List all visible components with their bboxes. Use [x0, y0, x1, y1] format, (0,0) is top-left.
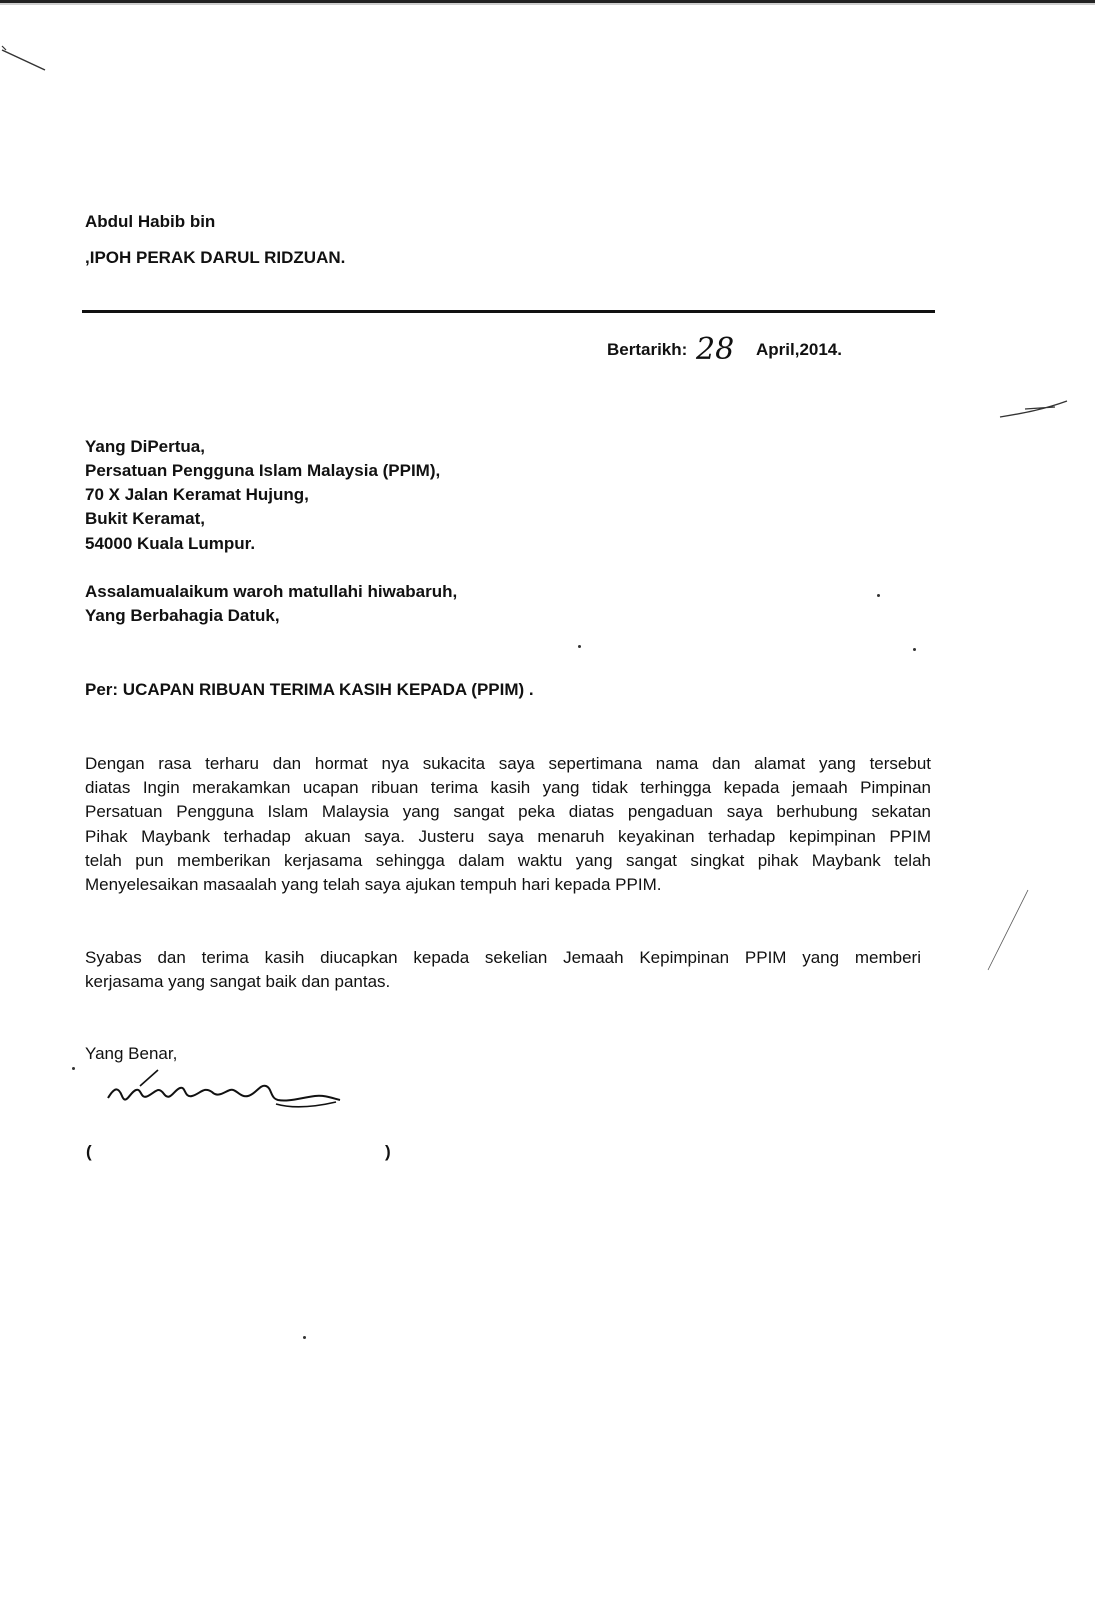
speck: [578, 645, 581, 648]
header-divider: [82, 310, 935, 313]
body-line: Dengan rasa terharu dan hormat nya sukacita saya sepertimana nama dan alamat yang tersebut: [85, 754, 931, 773]
speck: [913, 648, 916, 651]
recipient-line: Persatuan Pengguna Islam Malaysia (PPIM),: [85, 461, 441, 480]
scan-top-shadow: [0, 3, 1095, 5]
name-bracket-close: ): [385, 1142, 391, 1161]
date-month-year: April,2014.: [756, 340, 842, 359]
handwritten-signature: [100, 1068, 350, 1123]
body-line: Syabas dan terima kasih diucapkan kepada sekelian Jemaah Kepimpinan PPIM yang memberi: [85, 948, 921, 967]
date-day-handwritten: 28: [696, 332, 735, 367]
speck: [303, 1336, 306, 1339]
body-line: Menyelesaikan masaalah yang telah saya ajukan tempuh hari kepada PPIM.: [85, 875, 662, 895]
body-paragraph-2: [85, 946, 921, 994]
name-bracket-open: (: [86, 1142, 92, 1161]
greeting-line-1: Assalamualaikum waroh matullahi hiwabaruh,: [85, 582, 458, 601]
speck: [877, 594, 880, 597]
recipient-line: Bukit Keramat,: [85, 509, 205, 528]
sender-address: ,IPOH PERAK DARUL RIDZUAN.: [85, 248, 346, 267]
date-label: Bertarikh:: [607, 340, 688, 359]
scan-mark-top-left: [0, 40, 60, 80]
recipient-line: Yang DiPertua,: [85, 437, 205, 456]
body-line: Pihak Maybank terhadap akuan saya. Justeru saya menaruh keyakinan terhadap kepimpinan PPIM: [85, 826, 931, 846]
sender-name: Abdul Habib bin: [85, 212, 216, 231]
recipient-line: 54000 Kuala Lumpur.: [85, 534, 256, 553]
body-line: telah pun memberikan kerjasama sehingga dalam waktu yang sangat singkat pihak Maybank telah: [85, 850, 931, 870]
subject-line: Per: UCAPAN RIBUAN TERIMA KASIH KEPADA (PPIM) .: [85, 680, 534, 699]
body-line: diatas Ingin merakamkan ucapan ribuan terima kasih yang tidak terhingga kepada jemaah Pimpinan: [85, 778, 931, 798]
body-line: Persatuan Pengguna Islam Malaysia yang sangat peka diatas pengaduan saya berhubung sekatan: [85, 802, 931, 822]
body-paragraph-1: [85, 752, 931, 897]
speck: [72, 1067, 75, 1070]
body-line: kerjasama yang sangat baik dan pantas.: [85, 972, 391, 992]
closing-text: Yang Benar,: [85, 1044, 178, 1063]
recipient-line: 70 X Jalan Keramat Hujung,: [85, 485, 309, 504]
greeting-line-2: Yang Berbahagia Datuk,: [85, 606, 280, 625]
scan-mark-right: [995, 395, 1075, 425]
scan-mark-right-lower: [980, 880, 1040, 980]
